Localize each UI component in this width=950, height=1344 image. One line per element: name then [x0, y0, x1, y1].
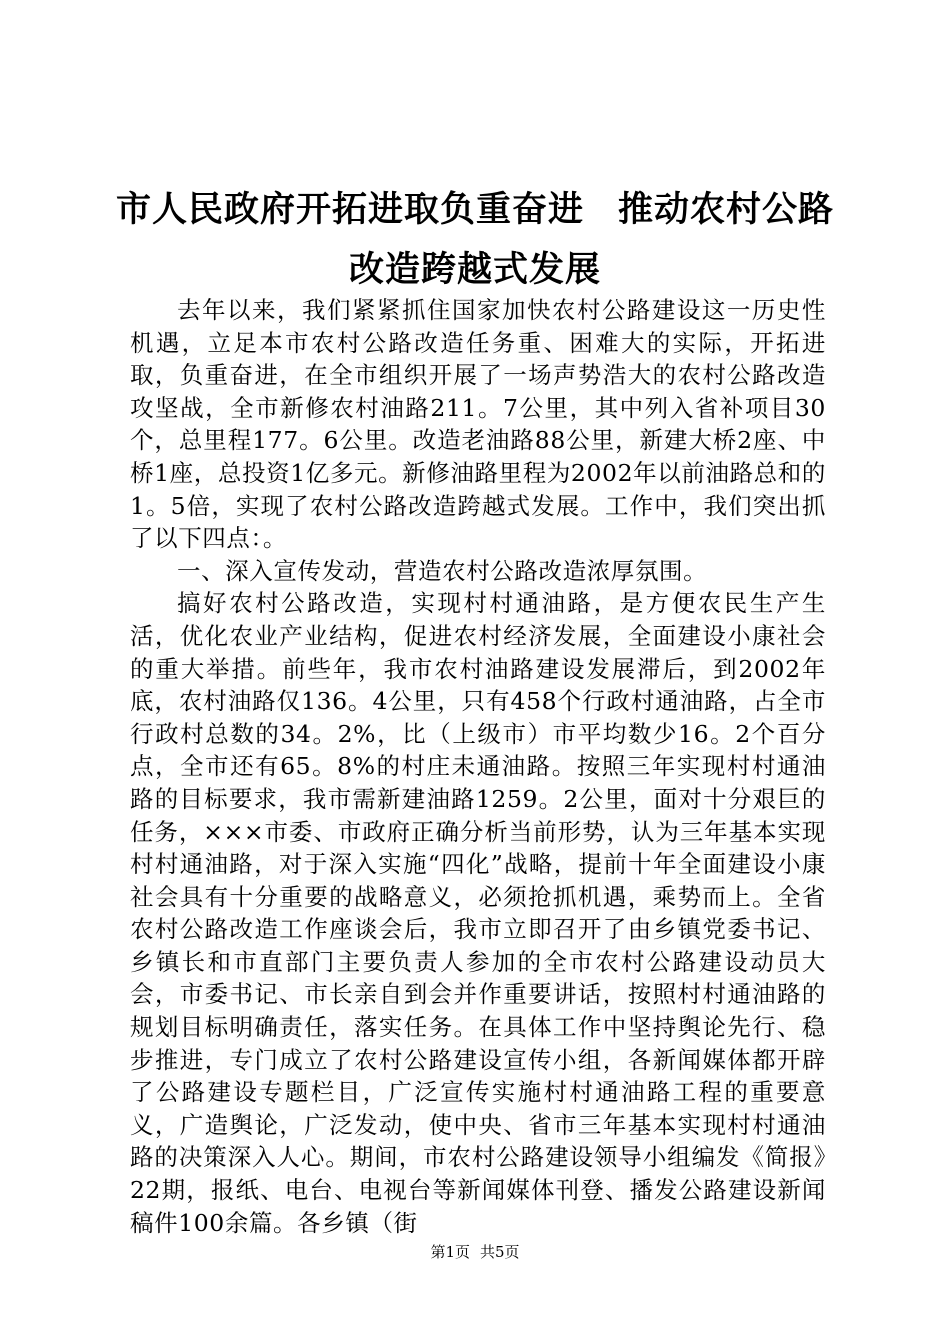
document-body: [130, 294, 826, 1239]
document-title-line-2: 改造跨越式发展: [348, 250, 601, 290]
page-total: 共5页: [480, 1243, 520, 1261]
title-part-1: 市人民政府开拓进取负重奋进: [115, 190, 584, 230]
title-part-2: 推动农村公路: [618, 190, 835, 230]
page-number: 第1页: [430, 1243, 470, 1261]
document-title-line-1: [100, 186, 850, 234]
page-footer: [0, 1242, 950, 1262]
paragraph-section-body: 搞好农村公路改造，实现村村通油路，是方便农民生产生活，优化农业产业结构，促进农村经济发展，全面建设小康社会的重大举措。前些年，我市农村油路建设发展滞后，到2002年底，农村油路仅136。4公里，只有458个行政村通油路，占全市行政村总数的34。2%，比（上级市）市平均数少16。2个百分点，全市还有65。8%的村庄未通油路。按照三年实现村村通油路的目标要求，我市需新建油路1259。2公里，面对十分艰巨的任务，×××市委、市政府正确分析当前形势，认为三年基本实现村村通油路，对于深入实施“四化”战略，提前十年全面建设小康社会具有十分重要的战略意义，必须抢抓机遇，乘势而上。全省农村公路改造工作座谈会后，我市立即召开了由乡镇党委书记、乡镇长和市直部门主要负责人参加的全市农村公路建设动员大会，市委书记、市长亲自到会并作重要讲话，按照村村通油路的规划目标明确责任，落实任务。在具体工作中坚持舆论先行、稳步推进，专门成立了农村公路建设宣传小组，各新闻媒体都开辟了公路建设专题栏目，广泛宣传实施村村通油路工程的重要意义，广造舆论，广泛发动，使中央、省市三年基本实现村村通油路的决策深入人心。期间，市农村公路建设领导小组编发《简报》22期，报纸、电台、电视台等新闻媒体刊登、播发公路建设新闻稿件100余篇。各乡镇（街: [130, 589, 826, 1237]
paragraph-section-heading: 一、深入宣传发动，营造农村公路改造浓厚氛围。: [177, 556, 708, 585]
paragraph-intro: 去年以来，我们紧紧抓住国家加快农村公路建设这一历史性机遇，立足本市农村公路改造任务重、困难大的实际，开拓进取，负重奋进，在全市组织开展了一场声势浩大的农村公路改造攻坚战，全市新修农村油路211。7公里，其中列入省补项目30个，总里程177。6公里。改造老油路88公里，新建大桥2座、中桥1座，总投资1亿多元。新修油路里程为2002年以前油路总和的1。5倍，实现了农村公路改造跨越式发展。工作中，我们突出抓了以下四点：。: [130, 296, 826, 553]
